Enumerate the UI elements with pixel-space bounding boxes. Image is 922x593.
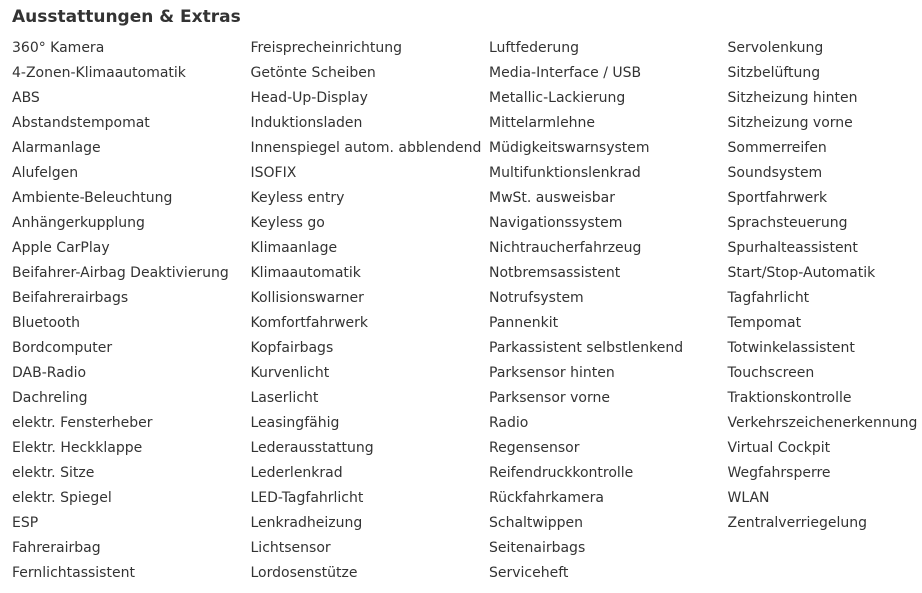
feature-item: 360° Kamera (12, 40, 105, 56)
feature-item: Elektr. Heckklappe (12, 440, 143, 456)
feature-item: Bordcomputer (12, 340, 113, 356)
feature-item: Tagfahrlicht (727, 290, 810, 306)
feature-item: Sportfahrwerk (727, 190, 828, 206)
features-columns (12, 36, 917, 586)
feature-item: Virtual Cockpit (727, 440, 831, 456)
feature-item: ISOFIX (250, 165, 297, 181)
feature-item: Alufelgen (12, 165, 79, 181)
feature-item: Lichtsensor (250, 540, 331, 556)
feature-item: Nichtraucherfahrzeug (489, 240, 642, 256)
features-column-1 (12, 36, 251, 586)
feature-item: Kurvenlicht (250, 365, 330, 381)
feature-item: ABS (12, 90, 40, 106)
feature-item: Soundsystem (727, 165, 823, 181)
feature-item: ESP (12, 515, 39, 531)
feature-item: Servolenkung (727, 40, 824, 56)
feature-item: Alarmanlage (12, 140, 101, 156)
feature-item: Leasingfähig (250, 415, 340, 431)
section-title: Ausstattungen & Extras (12, 7, 241, 27)
feature-item: Serviceheft (489, 565, 569, 581)
feature-item: Sitzheizung vorne (727, 115, 853, 131)
feature-item: Fernlichtassistent (12, 565, 135, 581)
feature-item: Radio (489, 415, 529, 431)
feature-item: Induktionsladen (250, 115, 363, 131)
feature-item: Parkassistent selbstlenkend (489, 340, 684, 356)
feature-item: Bluetooth (12, 315, 80, 331)
feature-item: Klimaanlage (250, 240, 338, 256)
feature-item: Beifahrerairbags (12, 290, 129, 306)
feature-item: Tempomat (727, 315, 802, 331)
feature-item: Abstandstempomat (12, 115, 150, 131)
feature-item: Keyless entry (250, 190, 345, 206)
feature-item: Lenkradheizung (250, 515, 363, 531)
feature-item: Head-Up-Display (250, 90, 368, 106)
features-column-2 (251, 36, 490, 586)
feature-item: Zentralverriegelung (727, 515, 867, 531)
feature-item: Lordosenstütze (250, 565, 358, 581)
features-section (12, 4, 917, 586)
feature-item: Innenspiegel autom. abblendend (250, 140, 482, 156)
feature-item: Fahrerairbag (12, 540, 101, 556)
feature-item: Laserlicht (250, 390, 319, 406)
features-column-3 (489, 36, 728, 586)
feature-item: Ambiente-Beleuchtung (12, 190, 173, 206)
feature-item: Metallic-Lackierung (489, 90, 626, 106)
feature-item: Media-Interface / USB (489, 65, 642, 81)
feature-item: Verkehrszeichenerkennung (727, 415, 918, 431)
feature-item: Lederausstattung (250, 440, 374, 456)
feature-item: elektr. Spiegel (12, 490, 112, 506)
features-column-4 (728, 36, 918, 586)
feature-item: elektr. Fensterheber (12, 415, 153, 431)
feature-item: Kollisionswarner (250, 290, 364, 306)
feature-item: Reifendruckkontrolle (489, 465, 634, 481)
feature-item: Sprachsteuerung (727, 215, 848, 231)
feature-item: Spurhalteassistent (727, 240, 858, 256)
feature-item: 4-Zonen-Klimaautomatik (12, 65, 186, 81)
feature-item: WLAN (727, 490, 770, 506)
feature-item: MwSt. ausweisbar (489, 190, 616, 206)
feature-item: Schaltwippen (489, 515, 584, 531)
feature-item: Notrufsystem (489, 290, 584, 306)
feature-item: Touchscreen (727, 365, 815, 381)
feature-item: Freisprecheinrichtung (250, 40, 403, 56)
feature-item: Kopfairbags (250, 340, 334, 356)
feature-item: Klimaautomatik (250, 265, 361, 281)
feature-item: Navigationssystem (489, 215, 623, 231)
feature-item: Komfortfahrwerk (250, 315, 368, 331)
feature-item: Beifahrer-Airbag Deaktivierung (12, 265, 229, 281)
feature-item: Müdigkeitswarnsystem (489, 140, 650, 156)
feature-item: Anhängerkupplung (12, 215, 145, 231)
feature-item: Mittelarmlehne (489, 115, 596, 131)
feature-item: Rückfahrkamera (489, 490, 604, 506)
feature-item: LED-Tagfahrlicht (250, 490, 364, 506)
feature-item: Pannenkit (489, 315, 559, 331)
feature-item: Sommerreifen (727, 140, 827, 156)
feature-item: Multifunktionslenkrad (489, 165, 641, 181)
feature-item: Lederlenkrad (250, 465, 343, 481)
feature-item: Dachreling (12, 390, 88, 406)
feature-item: elektr. Sitze (12, 465, 95, 481)
feature-item: Luftfederung (489, 40, 580, 56)
feature-item: Notbremsassistent (489, 265, 621, 281)
feature-item: DAB-Radio (12, 365, 87, 381)
feature-item: Keyless go (250, 215, 325, 231)
feature-item: Sitzbelüftung (727, 65, 821, 81)
feature-item: Getönte Scheiben (250, 65, 376, 81)
feature-item: Regensensor (489, 440, 580, 456)
feature-item: Parksensor vorne (489, 390, 610, 406)
feature-item: Start/Stop-Automatik (727, 265, 876, 281)
feature-item: Apple CarPlay (12, 240, 110, 256)
feature-item: Wegfahrsperre (727, 465, 831, 481)
feature-item: Sitzheizung hinten (727, 90, 858, 106)
feature-item: Seitenairbags (489, 540, 586, 556)
feature-item: Totwinkelassistent (727, 340, 855, 356)
feature-item: Parksensor hinten (489, 365, 615, 381)
feature-item: Traktionskontrolle (727, 390, 852, 406)
